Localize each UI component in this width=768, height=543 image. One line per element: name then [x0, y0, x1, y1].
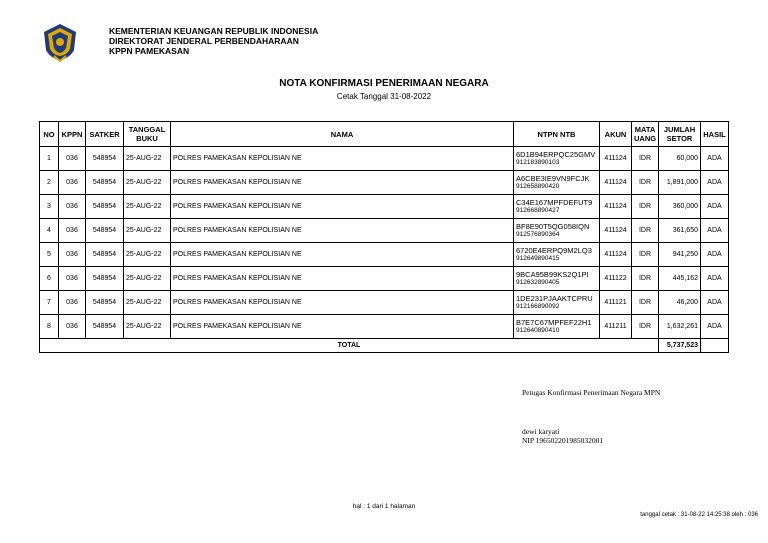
table-row: [40, 171, 729, 195]
document-title: NOTA KONFIRMASI PENERIMAAN NEGARA: [279, 78, 489, 89]
ntpn-code: 9BCA95B99KS2Q1PI: [516, 270, 589, 279]
cell-jumlah: 1,632,261: [659, 315, 701, 339]
cell-satker: 548954: [86, 315, 124, 339]
cell-akun: 411124: [600, 243, 632, 267]
cell-mata-uang: IDR: [632, 195, 659, 219]
signature-role: Petugas Konfirmasi Penerimaan Negara MPN: [522, 388, 661, 397]
table-row: [40, 267, 729, 291]
ntb-code: 912632890405: [516, 279, 560, 286]
table-row: [40, 219, 729, 243]
cell-mata-uang: IDR: [632, 267, 659, 291]
cell-hasil: ADA: [701, 315, 729, 339]
cell-satker: 548954: [86, 291, 124, 315]
cell-tanggal: 25-AUG-22: [124, 243, 171, 267]
cell-tanggal: 25-AUG-22: [124, 219, 171, 243]
cell-mata-uang: IDR: [632, 291, 659, 315]
cell-jumlah: 361,650: [659, 219, 701, 243]
cell-satker: 548954: [86, 147, 124, 171]
cell-kppn: 036: [59, 219, 86, 243]
ntpn-code: 6720E4ERPQ9M2LQ3: [516, 246, 592, 255]
ntpn-code: 1DE231PJAAKTCPRU: [516, 294, 593, 303]
total-hasil-empty: [701, 339, 729, 353]
col-jumlah-setor: JUMLAH SETOR: [659, 122, 701, 147]
cell-tanggal: 25-AUG-22: [124, 315, 171, 339]
ministry-name: KEMENTERIAN KEUANGAN REPUBLIK INDONESIA: [109, 26, 319, 36]
print-info: tanggal cetak : 31-08-22 14:25:38 oleh : 036: [640, 512, 758, 518]
cell-akun: 411124: [600, 195, 632, 219]
cell-no: 7: [40, 291, 59, 315]
cell-ntpn-ntb: [514, 147, 600, 171]
table-row: [40, 243, 729, 267]
cell-akun: 411124: [600, 219, 632, 243]
cell-ntpn-ntb: [514, 195, 600, 219]
cell-no: 3: [40, 195, 59, 219]
col-kppn: KPPN: [59, 122, 86, 147]
cell-kppn: 036: [59, 267, 86, 291]
ntb-code: 912183890103: [516, 159, 560, 166]
cell-hasil: ADA: [701, 219, 729, 243]
col-akun: AKUN: [600, 122, 632, 147]
cell-kppn: 036: [59, 315, 86, 339]
cell-jumlah: 941,250: [659, 243, 701, 267]
cell-no: 8: [40, 315, 59, 339]
ntpn-code: 6D1B94ERPQC25GMV: [516, 150, 596, 159]
cell-akun: 411124: [600, 171, 632, 195]
office-name: KPPN PAMEKASAN: [109, 46, 190, 56]
col-no: NO: [40, 122, 59, 147]
cell-akun: 411121: [600, 291, 632, 315]
cell-tanggal: 25-AUG-22: [124, 147, 171, 171]
cell-tanggal: 25-AUG-22: [124, 195, 171, 219]
total-value: 5,737,523: [659, 339, 701, 353]
cell-nama: POLRES PAMEKASAN KEPOLISIAN NE: [171, 315, 514, 339]
print-date: Cetak Tanggal 31-08-2022: [336, 92, 432, 101]
cell-jumlah: 60,000: [659, 147, 701, 171]
cell-jumlah: 360,000: [659, 195, 701, 219]
col-satker: SATKER: [86, 122, 124, 147]
cell-mata-uang: IDR: [632, 219, 659, 243]
signature-nip: NIP 196502201985032001: [522, 436, 604, 445]
table-row: [40, 315, 729, 339]
cell-kppn: 036: [59, 147, 86, 171]
cell-hasil: ADA: [701, 291, 729, 315]
cell-mata-uang: IDR: [632, 243, 659, 267]
cell-ntpn-ntb: [514, 267, 600, 291]
col-tanggal-buku: TANGGAL BUKU: [124, 122, 171, 147]
ntb-code: 912668890427: [516, 207, 560, 214]
cell-no: 6: [40, 267, 59, 291]
cell-no: 5: [40, 243, 59, 267]
cell-kppn: 036: [59, 291, 86, 315]
col-ntpn-ntb: NTPN NTB: [514, 122, 600, 147]
cell-ntpn-ntb: [514, 219, 600, 243]
cell-akun: 411122: [600, 267, 632, 291]
cell-satker: 548954: [86, 195, 124, 219]
cell-nama: POLRES PAMEKASAN KEPOLISIAN NE: [171, 291, 514, 315]
cell-no: 2: [40, 171, 59, 195]
cell-nama: POLRES PAMEKASAN KEPOLISIAN NE: [171, 219, 514, 243]
cell-hasil: ADA: [701, 147, 729, 171]
ntpn-code: A6CBE3IE9VN9FCJK: [516, 174, 590, 183]
table-header-row: [40, 122, 729, 147]
cell-mata-uang: IDR: [632, 171, 659, 195]
cell-satker: 548954: [86, 171, 124, 195]
cell-satker: 548954: [86, 243, 124, 267]
table-row: [40, 147, 729, 171]
ntpn-code: B7E7C67MPFEF22H1: [516, 318, 592, 327]
cell-nama: POLRES PAMEKASAN KEPOLISIAN NE: [171, 147, 514, 171]
cell-nama: POLRES PAMEKASAN KEPOLISIAN NE: [171, 171, 514, 195]
cell-tanggal: 25-AUG-22: [124, 267, 171, 291]
cell-tanggal: 25-AUG-22: [124, 171, 171, 195]
cell-kppn: 036: [59, 171, 86, 195]
cell-mata-uang: IDR: [632, 315, 659, 339]
kemenkeu-logo: [40, 22, 80, 62]
cell-akun: 411124: [600, 147, 632, 171]
cell-jumlah: 445,162: [659, 267, 701, 291]
ntb-code: 912640890410: [516, 327, 560, 334]
cell-satker: 548954: [86, 267, 124, 291]
ntb-code: 912166890092: [516, 303, 560, 310]
cell-hasil: ADA: [701, 171, 729, 195]
col-hasil: HASIL: [701, 122, 729, 147]
cell-no: 4: [40, 219, 59, 243]
col-nama: NAMA: [171, 122, 514, 147]
table-row: [40, 291, 729, 315]
cell-ntpn-ntb: [514, 243, 600, 267]
cell-akun: 411211: [600, 315, 632, 339]
cell-tanggal: 25-AUG-22: [124, 291, 171, 315]
cell-mata-uang: IDR: [632, 147, 659, 171]
total-row: [40, 339, 729, 353]
cell-kppn: 036: [59, 243, 86, 267]
table-row: [40, 195, 729, 219]
ntb-code: 912658890420: [516, 183, 560, 190]
cell-ntpn-ntb: [514, 291, 600, 315]
total-label: TOTAL: [40, 339, 659, 353]
ntpn-code: C34E167MPFDEFUT9: [516, 198, 593, 207]
ntb-code: 912576890364: [516, 231, 560, 238]
col-mata-uang: MATA UANG: [632, 122, 659, 147]
cell-nama: POLRES PAMEKASAN KEPOLISIAN NE: [171, 195, 514, 219]
receipt-table: [39, 121, 729, 353]
cell-no: 1: [40, 147, 59, 171]
signature-name: dewi karyati: [522, 427, 560, 436]
cell-kppn: 036: [59, 195, 86, 219]
cell-hasil: ADA: [701, 195, 729, 219]
cell-hasil: ADA: [701, 243, 729, 267]
ntb-code: 912649890415: [516, 255, 560, 262]
cell-jumlah: 46,200: [659, 291, 701, 315]
cell-hasil: ADA: [701, 267, 729, 291]
cell-nama: POLRES PAMEKASAN KEPOLISIAN NE: [171, 267, 514, 291]
cell-ntpn-ntb: [514, 315, 600, 339]
ntpn-code: BF8E90T5QG058IQN: [516, 222, 590, 231]
organization-header: [109, 26, 318, 56]
cell-nama: POLRES PAMEKASAN KEPOLISIAN NE: [171, 243, 514, 267]
cell-ntpn-ntb: [514, 171, 600, 195]
cell-jumlah: 1,891,000: [659, 171, 701, 195]
cell-satker: 548954: [86, 219, 124, 243]
directorate-name: DIREKTORAT JENDERAL PERBENDAHARAAN: [109, 36, 299, 46]
page-number: hal : 1 dari 1 halaman: [352, 503, 416, 510]
